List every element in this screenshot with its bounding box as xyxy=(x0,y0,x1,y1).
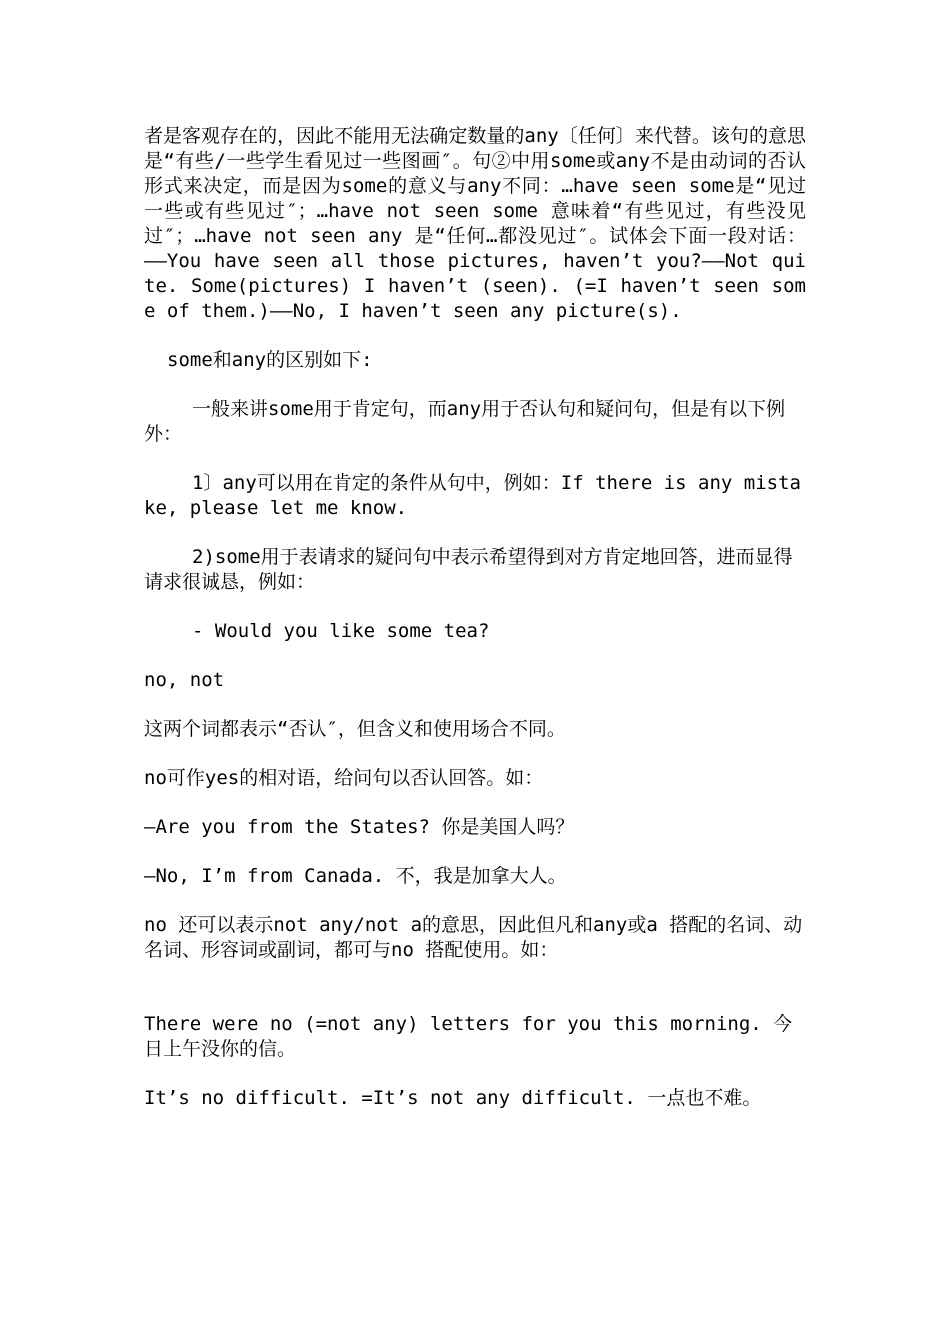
paragraph-general-rule: 一般来讲some用于肯定句，而any用于否认句和疑问句，但是有以下例外： xyxy=(144,398,786,445)
paragraph-some-any-explanation: 者是客观存在的，因此不能用无法确定数量的any〔任何〕来代替。该句的意思是“有些/一些学生看见过一些图画″。句②中用some或any不是由动词的否认形式来决定，而是因为some的意义与any不同：…have seen some是“见过一些或有些见过″；…have not seen some 意味着“有些见过，有些没见过″；…have not seen any 是“任何…都没见过″。试体会下面一段对话：——You have seen all those pictures, haven’t you?——Not quite. Some(pictures) I haven’t (seen). (=I haven’t seen some of them.)——No, I haven’t seen any picture(s). xyxy=(144,125,806,322)
paragraph-exception-2: 2)some用于表请求的疑问句中表示希望得到对方肯定地回答，进而显得请求很诚恳，例如： xyxy=(144,546,793,593)
paragraph-dialog-answer: —No, I’m from Canada. 不，我是加拿大人。 xyxy=(144,865,567,887)
paragraph-no-not-any: no 还可以表示not any/not a的意思，因此但凡和any或a 搭配的名词、动名词、形容词或副词，都可与no 搭配使用。如： xyxy=(144,914,803,961)
paragraph-example-tea: - Would you like some tea? xyxy=(192,620,490,642)
document-body xyxy=(144,124,806,1135)
paragraph-no-yes-opposite: no可作yes的相对语，给问句以否认回答。如： xyxy=(144,767,544,789)
paragraph-example-letters: There were no (=not any) letters for you this morning. 今日上午没你的信。 xyxy=(144,1013,793,1060)
paragraph-example-difficult: It’s no difficult. =It’s not any difficult. 一点也不难。 xyxy=(144,1087,762,1109)
paragraph-no-not-heading: no, not xyxy=(144,669,225,691)
paragraph-exception-1: 1〕any可以用在肯定的条件从句中，例如：If there is any mistake, please let me know. xyxy=(144,472,801,519)
paragraph-dialog-question: —Are you from the States? 你是美国人吗？ xyxy=(144,816,575,838)
paragraph-negation-note: 这两个词都表示“否认″，但含义和使用场合不同。 xyxy=(144,718,566,740)
paragraph-difference-heading: some和any的区别如下: xyxy=(167,349,373,371)
